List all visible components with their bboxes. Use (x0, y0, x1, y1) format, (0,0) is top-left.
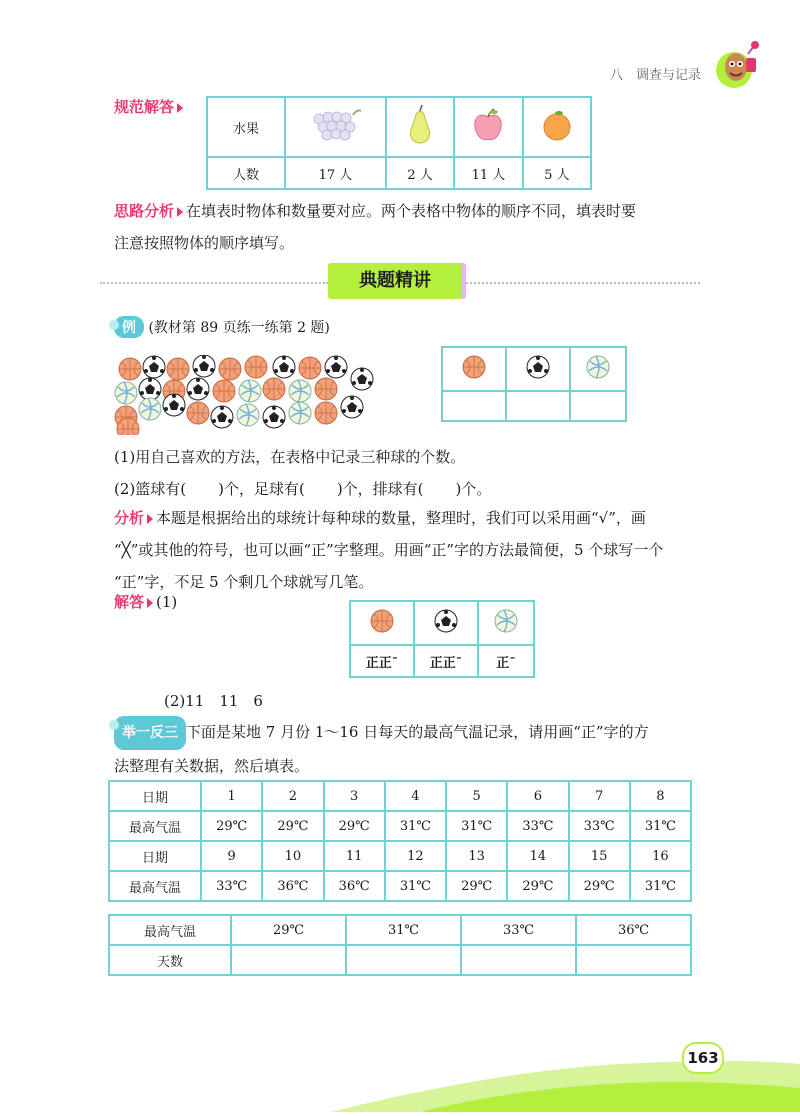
blank-cell (346, 945, 461, 975)
row-label: 最高气温 (109, 811, 201, 841)
section-title: 典题精讲 (328, 263, 462, 299)
date-cell: 7 (569, 781, 630, 811)
date-cell: 14 (507, 841, 568, 871)
summary-table (108, 914, 692, 976)
temp-cell: 29℃ (507, 871, 568, 901)
orange-count: 5 人 (523, 157, 591, 189)
example-line (114, 316, 330, 338)
apple-count: 11 人 (454, 157, 522, 189)
mascot-icon (712, 40, 762, 90)
practice-block: 举一反三 下面是某地 7 月份 1～16 日每天的最高气温记录，请用画“正”字的方 法整理有关数据，然后填表。 (114, 716, 734, 782)
question-block (114, 441, 734, 505)
row-label: 日期 (109, 841, 201, 871)
example-badge: 例 (114, 316, 144, 338)
analysis-2: 分析 本题是根据给出的球统计每种球的数量，整理时，我们可以采用画“√”，画 “╳”或其他的符号，也可以画“正”字整理。用画“正”字的方法最简便，5 个球写一个 “正”字，不足 5 个剩几个球就写几笔。 (114, 509, 664, 591)
pear-count: 2 人 (386, 157, 454, 189)
temp-cell: 31℃ (385, 871, 446, 901)
temp-cell: 31℃ (630, 871, 691, 901)
volleyball-icon (570, 347, 626, 391)
solution-part2: (2)11 11 6 (164, 692, 263, 710)
row-label: 日期 (109, 781, 201, 811)
analysis-1: 思路分析 在填表时物体和数量要对应。两个表格中物体的顺序不同，填表时要 注意按照物体的顺序填写。 (114, 202, 637, 252)
example-source: (教材第 89 页练一练第 2 题) (148, 320, 330, 336)
date-cell: 16 (630, 841, 691, 871)
soccer-ball-icon (506, 347, 570, 391)
temperature-table (108, 780, 692, 902)
date-cell: 6 (507, 781, 568, 811)
blank-cell (461, 945, 576, 975)
temp-cell: 33℃ (507, 811, 568, 841)
date-cell: 3 (324, 781, 385, 811)
fruit-table (206, 96, 592, 190)
summary-temp-cell: 29℃ (231, 915, 346, 945)
grapes-icon (285, 97, 386, 157)
basketball-icon (442, 347, 506, 391)
temp-cell: 33℃ (569, 811, 630, 841)
solution-label: 解答 (1) (114, 593, 178, 611)
date-cell: 1 (201, 781, 262, 811)
pear-icon (386, 97, 454, 157)
blank-cell (442, 391, 506, 421)
temp-cell: 36℃ (324, 871, 385, 901)
date-cell: 12 (385, 841, 446, 871)
solution-table (349, 600, 535, 678)
page-number: 163 (682, 1042, 724, 1074)
summary-temp-cell: 36℃ (576, 915, 691, 945)
date-cell: 9 (201, 841, 262, 871)
date-cell: 5 (446, 781, 507, 811)
basketball-icon (350, 601, 414, 645)
date-cell: 8 (630, 781, 691, 811)
soccer-ball-icon (414, 601, 478, 645)
temp-cell: 29℃ (201, 811, 262, 841)
blank-cell (231, 945, 346, 975)
temp-cell: 29℃ (569, 871, 630, 901)
temp-cell: 36℃ (262, 871, 323, 901)
temp-cell: 31℃ (630, 811, 691, 841)
blank-cell (506, 391, 570, 421)
temp-cell: 29℃ (324, 811, 385, 841)
temp-cell: 31℃ (446, 811, 507, 841)
summary-temp-label: 最高气温 (109, 915, 231, 945)
temp-cell: 33℃ (201, 871, 262, 901)
apple-icon (454, 97, 522, 157)
summary-temp-cell: 33℃ (461, 915, 576, 945)
date-cell: 15 (569, 841, 630, 871)
practice-badge: 举一反三 (114, 716, 186, 750)
volleyball-icon (478, 601, 534, 645)
tally-volleyball: 正¯ (478, 645, 534, 677)
grapes-count: 17 人 (285, 157, 386, 189)
ball-pile (114, 355, 384, 435)
question-2: (2)篮球有( )个，足球有( )个，排球有( )个。 (114, 480, 492, 498)
date-cell: 11 (324, 841, 385, 871)
blank-cell (570, 391, 626, 421)
date-cell: 4 (385, 781, 446, 811)
date-cell: 10 (262, 841, 323, 871)
answer-label: 规范解答 (114, 96, 186, 117)
temp-cell: 29℃ (262, 811, 323, 841)
count-header: 人数 (207, 157, 285, 189)
blank-cell (576, 945, 691, 975)
summary-days-label: 天数 (109, 945, 231, 975)
chapter-header: 八 调查与记录 (610, 68, 702, 83)
date-cell: 13 (446, 841, 507, 871)
tally-basketball: 正正¯ (350, 645, 414, 677)
date-cell: 2 (262, 781, 323, 811)
section-divider-left (100, 282, 328, 284)
fruit-header: 水果 (207, 97, 285, 157)
temp-cell: 31℃ (385, 811, 446, 841)
bottom-wave (0, 1030, 800, 1112)
question-1: (1)用自己喜欢的方法，在表格中记录三种球的个数。 (114, 448, 466, 466)
example-table (441, 346, 627, 422)
section-divider-right (462, 282, 700, 284)
temp-cell: 29℃ (446, 871, 507, 901)
orange-icon (523, 97, 591, 157)
row-label: 最高气温 (109, 871, 201, 901)
tally-soccer: 正正¯ (414, 645, 478, 677)
summary-temp-cell: 31℃ (346, 915, 461, 945)
